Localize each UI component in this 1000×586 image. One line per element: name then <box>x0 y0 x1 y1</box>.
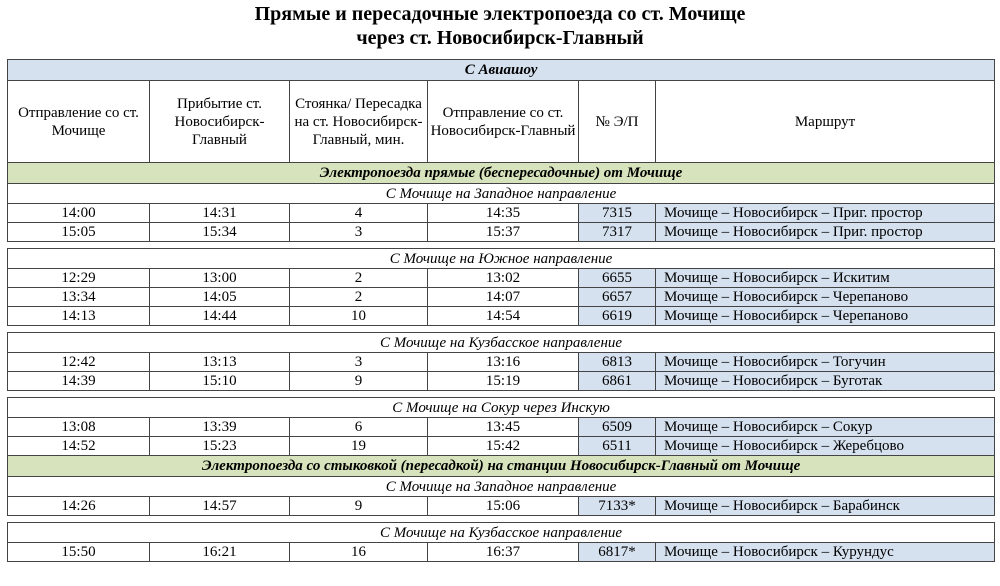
section-row <box>8 333 995 353</box>
route-cell: Мочище – Новосибирск – Искитим <box>656 269 995 288</box>
separator-row <box>8 326 995 333</box>
title-line-2: через ст. Новосибирск-Главный <box>356 27 644 49</box>
train-number-cell: 6655 <box>579 269 656 288</box>
depart-mochishche-cell: 12:29 <box>8 269 150 288</box>
route-cell: Мочище – Новосибирск – Тогучин <box>656 353 995 372</box>
separator-row <box>8 391 995 398</box>
depart-mochishche-cell: 14:39 <box>8 372 150 391</box>
train-number-cell: 6509 <box>579 418 656 437</box>
stop-minutes-cell: 6 <box>290 418 428 437</box>
depart-novosibirsk-cell: 15:37 <box>428 223 579 242</box>
train-number-cell: 6511 <box>579 437 656 456</box>
table-row <box>8 353 995 372</box>
table-row <box>8 418 995 437</box>
stop-minutes-cell: 9 <box>290 497 428 516</box>
route-cell: Мочище – Новосибирск – Приг. простор <box>656 223 995 242</box>
separator-cell <box>8 326 995 333</box>
separator-cell <box>8 391 995 398</box>
separator-row <box>8 516 995 523</box>
section-title: С Мочище на Западное направление <box>8 477 995 497</box>
section-title: С Мочище на Кузбасское направление <box>8 333 995 353</box>
arrive-novosibirsk-cell: 15:10 <box>150 372 290 391</box>
arrive-novosibirsk-cell: 14:31 <box>150 204 290 223</box>
train-number-cell: 6861 <box>579 372 656 391</box>
stop-minutes-cell: 10 <box>290 307 428 326</box>
depart-mochishche-cell: 14:13 <box>8 307 150 326</box>
route-cell: Мочище – Новосибирск – Буготак <box>656 372 995 391</box>
table-row <box>8 269 995 288</box>
depart-mochishche-cell: 15:50 <box>8 543 150 562</box>
route-cell: Мочище – Новосибирск – Черепаново <box>656 288 995 307</box>
header-route: Маршрут <box>656 81 995 163</box>
train-number-cell: 6619 <box>579 307 656 326</box>
stop-minutes-cell: 3 <box>290 223 428 242</box>
section-row <box>8 249 995 269</box>
section-title: С Мочище на Сокур через Инскую <box>8 398 995 418</box>
train-number-cell: 7317 <box>579 223 656 242</box>
train-number-cell: 6813 <box>579 353 656 372</box>
schedule-table <box>7 59 995 562</box>
train-number-cell: 7133* <box>579 497 656 516</box>
route-cell: Мочище – Новосибирск – Сокур <box>656 418 995 437</box>
header-train-number: № Э/П <box>579 81 656 163</box>
group-title: Электропоезда со стыковкой (пересадкой) на станции Новосибирск-Главный от Мочище <box>8 456 995 477</box>
table-title: С Авиашоу <box>8 60 995 81</box>
arrive-novosibirsk-cell: 14:05 <box>150 288 290 307</box>
stop-minutes-cell: 19 <box>290 437 428 456</box>
section-title: С Мочище на Западное направление <box>8 184 995 204</box>
depart-mochishche-cell: 14:26 <box>8 497 150 516</box>
stop-minutes-cell: 9 <box>290 372 428 391</box>
stop-minutes-cell: 2 <box>290 288 428 307</box>
header-stop-transfer: Стоянка/ Пересадка на ст. Новосибирск-Главный, мин. <box>290 81 428 163</box>
header-depart-mochishche: Отправление со ст. Мочище <box>8 81 150 163</box>
arrive-novosibirsk-cell: 13:00 <box>150 269 290 288</box>
section-row <box>8 398 995 418</box>
stop-minutes-cell: 2 <box>290 269 428 288</box>
arrive-novosibirsk-cell: 13:13 <box>150 353 290 372</box>
route-cell: Мочище – Новосибирск – Приг. простор <box>656 204 995 223</box>
depart-novosibirsk-cell: 13:02 <box>428 269 579 288</box>
arrive-novosibirsk-cell: 16:21 <box>150 543 290 562</box>
table-row <box>8 543 995 562</box>
depart-novosibirsk-cell: 13:16 <box>428 353 579 372</box>
table-row <box>8 288 995 307</box>
separator-row <box>8 242 995 249</box>
route-cell: Мочище – Новосибирск – Барабинск <box>656 497 995 516</box>
depart-novosibirsk-cell: 15:19 <box>428 372 579 391</box>
depart-novosibirsk-cell: 14:35 <box>428 204 579 223</box>
table-row <box>8 204 995 223</box>
arrive-novosibirsk-cell: 15:23 <box>150 437 290 456</box>
column-header-row <box>8 81 995 163</box>
header-arrive-novosibirsk: Прибытие ст. Новосибирск-Главный <box>150 81 290 163</box>
route-cell: Мочище – Новосибирск – Жеребцово <box>656 437 995 456</box>
depart-novosibirsk-cell: 16:37 <box>428 543 579 562</box>
train-number-cell: 6817* <box>579 543 656 562</box>
depart-mochishche-cell: 13:34 <box>8 288 150 307</box>
section-row <box>8 184 995 204</box>
table-row <box>8 372 995 391</box>
header-depart-novosibirsk: Отправление со ст. Новосибирск-Главный <box>428 81 579 163</box>
depart-novosibirsk-cell: 13:45 <box>428 418 579 437</box>
depart-novosibirsk-cell: 14:54 <box>428 307 579 326</box>
section-title: С Мочище на Южное направление <box>8 249 995 269</box>
table-row <box>8 223 995 242</box>
depart-mochishche-cell: 12:42 <box>8 353 150 372</box>
arrive-novosibirsk-cell: 14:57 <box>150 497 290 516</box>
table-title-row <box>8 60 995 81</box>
depart-novosibirsk-cell: 15:42 <box>428 437 579 456</box>
section-title: С Мочище на Кузбасское направление <box>8 523 995 543</box>
depart-novosibirsk-cell: 14:07 <box>428 288 579 307</box>
table-row <box>8 497 995 516</box>
arrive-novosibirsk-cell: 14:44 <box>150 307 290 326</box>
stop-minutes-cell: 4 <box>290 204 428 223</box>
train-number-cell: 7315 <box>579 204 656 223</box>
group-title: Электропоезда прямые (беспересадочные) от Мочище <box>8 163 995 184</box>
depart-mochishche-cell: 13:08 <box>8 418 150 437</box>
section-row <box>8 477 995 497</box>
separator-cell <box>8 516 995 523</box>
stop-minutes-cell: 16 <box>290 543 428 562</box>
depart-mochishche-cell: 14:52 <box>8 437 150 456</box>
group-row <box>8 163 995 184</box>
section-row <box>8 523 995 543</box>
page-title <box>0 2 1000 50</box>
arrive-novosibirsk-cell: 13:39 <box>150 418 290 437</box>
group-row <box>8 456 995 477</box>
arrive-novosibirsk-cell: 15:34 <box>150 223 290 242</box>
route-cell: Мочище – Новосибирск – Черепаново <box>656 307 995 326</box>
depart-mochishche-cell: 15:05 <box>8 223 150 242</box>
depart-mochishche-cell: 14:00 <box>8 204 150 223</box>
table-row <box>8 437 995 456</box>
depart-novosibirsk-cell: 15:06 <box>428 497 579 516</box>
separator-cell <box>8 242 995 249</box>
route-cell: Мочище – Новосибирск – Курундус <box>656 543 995 562</box>
title-line-1: Прямые и пересадочные электропоезда со ст. Мочище <box>254 3 746 25</box>
train-number-cell: 6657 <box>579 288 656 307</box>
stop-minutes-cell: 3 <box>290 353 428 372</box>
table-row <box>8 307 995 326</box>
